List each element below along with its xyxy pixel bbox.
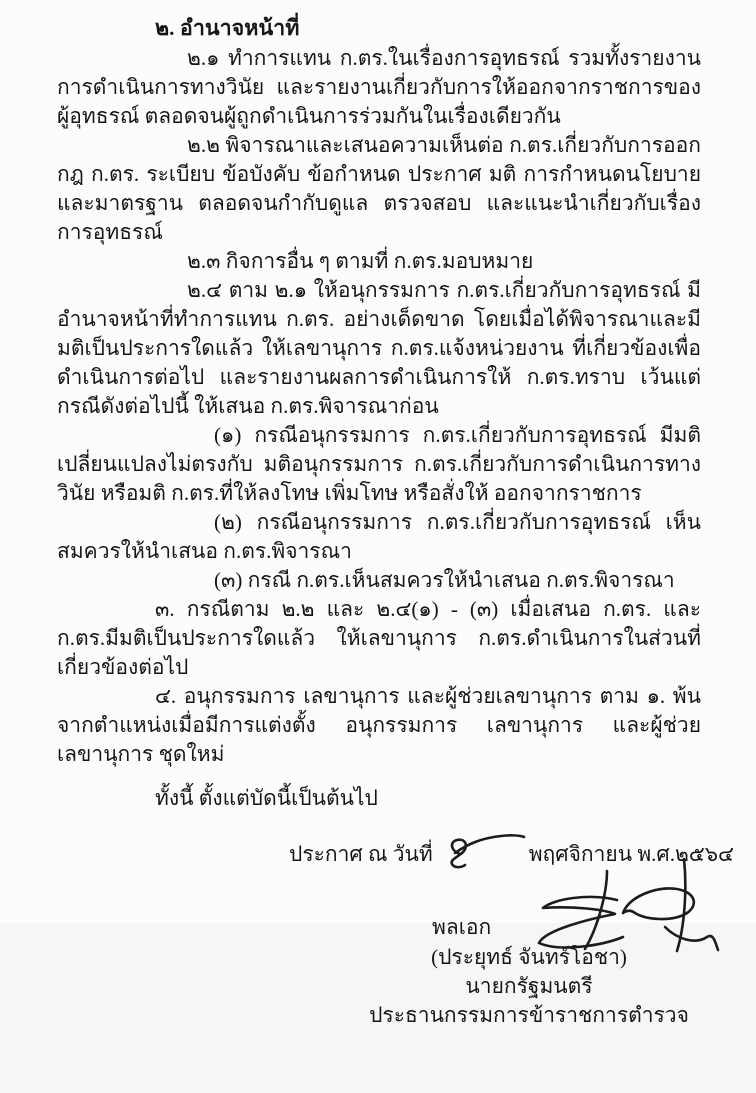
paragraph-sub-1: (๑) กรณีอนุกรรมการ ก.ตร.เกี่ยวกับการอุทธรณ์ มีมติเปลี่ยนแปลงไม่ตรงกับ มติอนุกรรมการ ก.ตร.เกี่ยวกับการดำเนินการทางวินัย หรือมติ ก.ตร.ที่ให้ลงโทษ เพิ่มโทษ หรือสั่งให้ ออกจากราชการ	[57, 423, 701, 505]
signer-rank: พลเอก	[432, 915, 492, 939]
paragraph-2-4: ๒.๔ ตาม ๒.๑ ให้อนุกรรมการ ก.ตร.เกี่ยวกับการอุทธรณ์ มีอำนาจหน้าที่ทำการแทน ก.ตร. อย่างเด็ดขาด โดยเมื่อได้พิจารณาและมีมติเป็นประการใดแล้ว ให้เลขานุการ ก.ตร.แจ้งหน่วยงาน ที่เกี่ยวข้องเพื่อดำเนินการต่อไป และรายงานผลการดำเนินการให้ ก.ตร.ทราบ เว้นแต่กรณีดังต่อไปนี้ ให้เสนอ ก.ตร.พิจารณาก่อน	[57, 278, 701, 418]
signer-title-1: นายกรัฐมนตรี	[465, 974, 593, 998]
effective-date-line: ทั้งนี้ ตั้งแต่บัดนี้เป็นต้นไป	[155, 786, 378, 810]
signer-name: (ประยุทธ์ จันทร์โอชา)	[431, 945, 627, 969]
paragraph-4: ๔. อนุกรรมการ เลขานุการ และผู้ช่วยเลขานุการ ตาม ๑. พ้นจากตำแหน่งเมื่อมีการแต่งตั้ง อนุกรรมการ เลขานุการ และผู้ช่วยเลขานุการ ชุดใหม่	[57, 684, 701, 766]
paragraph-3: ๓. กรณีตาม ๒.๒ และ ๒.๔(๑) - (๓) เมื่อเสนอ ก.ตร. และ ก.ตร.มีมติเป็นประการใดแล้ว ให้เลขานุการ ก.ตร.ดำเนินการในส่วนที่เกี่ยวข้องต่อไป	[57, 597, 701, 679]
signer-title-2: ประธานกรรมการข้าราชการตำรวจ	[369, 1003, 689, 1027]
paragraph-sub-2: (๒) กรณีอนุกรรมการ ก.ตร.เกี่ยวกับการอุทธรณ์ เห็นสมควรให้นำเสนอ ก.ตร.พิจารณา	[57, 510, 701, 563]
paragraph-2-1: ๒.๑ ทำการแทน ก.ตร.ในเรื่องการอุทธรณ์ รวมทั้งรายงานการดำเนินการทางวินัย และรายงานเกี่ยวกับการให้ออกจากราชการของผู้อุทธรณ์ ตลอดจนผู้ถูกดำเนินการร่วมกันในเรื่องเดียวกัน	[57, 46, 701, 128]
paragraph-sub-3: (๓) กรณี ก.ตร.เห็นสมควรให้นำเสนอ ก.ตร.พิจารณา	[214, 568, 675, 592]
paragraph-2-2: ๒.๒ พิจารณาและเสนอความเห็นต่อ ก.ตร.เกี่ยวกับการออกกฎ ก.ตร. ระเบียบ ข้อบังคับ ข้อกำหนด ประกาศ มติ การกำหนดนโยบายและมาตรฐาน ตลอดจนกำกับดูแล ตรวจสอบ และแนะนำเกี่ยวกับเรื่องการอุทธรณ์	[57, 133, 701, 244]
paragraph-2-3: ๒.๓ กิจการอื่น ๆ ตามที่ ก.ตร.มอบหมาย	[187, 249, 534, 273]
handwritten-day-numeral-icon	[443, 827, 527, 871]
date-line-month-year: พฤศจิกายน พ.ศ.๒๕๖๔	[528, 842, 734, 866]
closing-block	[57, 813, 734, 1093]
date-line-prefix: ประกาศ ณ วันที่	[289, 842, 433, 866]
section-heading: ๒. อำนาจหน้าที่	[155, 16, 300, 40]
